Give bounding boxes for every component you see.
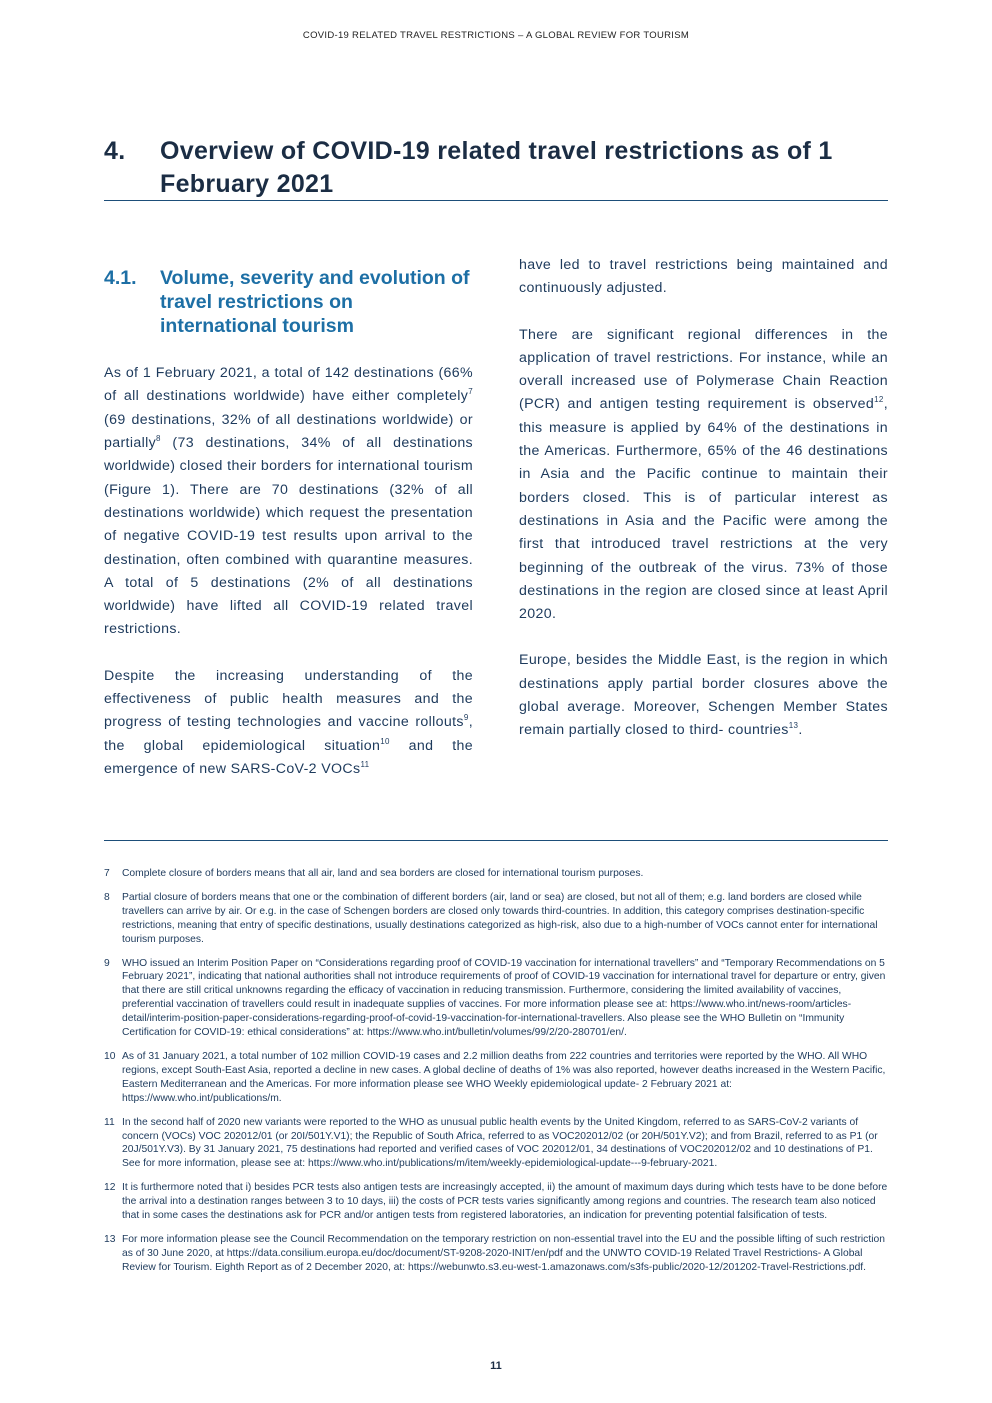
footnote-number: 9	[104, 957, 110, 969]
right-column	[519, 254, 888, 766]
body-paragraph: Europe, besides the Middle East, is the region in which destinations apply partial border closures above the global average. Moreover, Schengen Member States remain partially closed to third- countries$^{13}$.	[519, 652, 888, 739]
body-paragraph: As of 1 February 2021, a total of 142 destinations (66% of all destinations worldwide) have either completely$^7$ (69 destinations, 32% of all destinations worldwide) or partially$^8$ (73 destinations, 34% of all destinations worldwide) closed their borders for international tourism (Figure 1). There are 70 destinations (32% of all destinations worldwide) which request the presentation of negative COVID-19 test results upon arrival to the destination, often combined with quarantine measures. A total of 5 destinations (2% of all destinations worldwide) have lifted all COVID-19 related travel restrictions.	[104, 365, 473, 638]
footnote-number: 10	[104, 1050, 116, 1062]
footnote-divider	[104, 840, 888, 841]
footnote-ref[interactable]: 8	[156, 434, 161, 444]
footnote-number: 13	[104, 1233, 116, 1245]
footnote-text: WHO issued an Interim Position Paper on “Considerations regarding proof of COVID-19 vaccination for international travellers” and “Temporary Recommendations on 5 February 2021”, indicating that national authorities shall not introduce requirements of proof of COVID-19 vaccination for international travel for departure or entry, given that there are still critical unknowns regarding the efficacy of vaccination in reducing transmission. Furthermore, considering the limited availability of vaccines, preferential vaccination of travellers could result in inadequate supplies of vaccines. For more information please see at: https://www.who.int/news-room/articles-detail/interim-position-paper-considerations-regarding-proof-of-covid-19-vaccination-for-international-travellers. Also please see the WHO Bulletin on “Immunity Certification for COVID-19: ethical considerations” at: https://www.who.int/bulletin/volumes/99/2/20-280701/en/.	[122, 957, 886, 1039]
body-paragraph: have led to travel restrictions being maintained and continuously adjusted.	[519, 257, 888, 297]
footnote-ref[interactable]: 11	[360, 759, 370, 769]
footnote-ref[interactable]: 9	[463, 713, 469, 723]
footnote-ref[interactable]: 10	[380, 736, 390, 746]
page-number: 11	[490, 1360, 502, 1372]
footnote-ref[interactable]: 13	[788, 721, 799, 731]
footnote	[104, 1233, 888, 1275]
chapter-number: 4.	[104, 136, 126, 165]
running-header: COVID-19 RELATED TRAVEL RESTRICTIONS – A GLOBAL REVIEW FOR TOURISM	[302, 30, 690, 41]
footnote	[104, 1116, 888, 1172]
footnote-number: 12	[104, 1182, 116, 1194]
body-paragraph: There are significant regional differences in the application of travel restrictions. For instance, while an overall increased use of Polymerase Chain Reaction (PCR) and antigen testing requirement is observed$^{12}$, this measure is applied by 64% of the destinations in the Americas. Furthermore, 65% of the 46 destinations in Asia and the Pacific continue to maintain their borders closed. This is of particular interest as destinations in Asia and the Pacific were among the first that introduced travel restrictions at the very beginning of the outbreak of the virus. 73% of those destinations in the region are closed since at least April 2020.	[519, 326, 888, 623]
footnote-text: For more information please see the Council Recommendation on the temporary restriction on non-essential travel into the EU and the possible lifting of such restriction as of 30 June 2020, at https://data.consilium.europa.eu/doc/document/ST-9208-2020-INIT/en/pdf and the UNWTO COVID-19 Related Travel Restrictions- A Global Review for Tourism. Eighth Report as of 2 December 2020, at: https://webunwto.s3.eu-west-1.amazonaws.com/s3fs-public/2020-12/201202-Travel-Restrictions.pdf.	[122, 1233, 885, 1273]
footnote-text: It is furthermore noted that i) besides PCR tests also antigen tests are increasingly accepted, ii) the amount of maximum days during which tests have to be done before the arrival into a destination ranges between 3 to 10 days, iii) the costs of PCR tests varies significantly among regions and countries. The research team also noticed that in some cases the destinations ask for PCR and/or antigen tests from registered laboratories, an indication for preventing potential falsification of tests.	[122, 1182, 888, 1222]
footnote-text: In the second half of 2020 new variants were reported to the WHO as unusual public health events by the United Kingdom, referred to as SARS-CoV-2 variants of concern (VOCs) VOC 202012/01 (or 20I/501Y.V1); the Republic of South Africa, referred to as VOC202012/02 (or 20H/501Y.V2); and from Brazil, referred to as P1 (or 20J/501Y.V3). By 31 January 2021, 75 destinations had reported and verified cases of VOC 202012/01, 34 destinations of VOC202012/02 and 10 destinations of P1. See for more information, please see at: https://www.who.int/publications/m/item/weekly-epidemiological-update---9-february-2021.	[122, 1116, 878, 1170]
chapter-title-text: Overview of COVID-19 related travel restrictions as of 1 February 2021	[160, 136, 833, 198]
footnote-text: Partial closure of borders means that one or the combination of different borders (air, land or sea) are closed, but not all of them; e.g. land borders are closed while travellers can arrive by air. Or e.g. in the case of Schengen borders are closed only towards third-countries. In addition, this category comprises destination-specific restrictions, meaning that entry of specific destinations, usually destinations categorized as high-risk, also due to a high-number of VOCs cannot enter for international tourism purposes.	[122, 891, 878, 945]
section-title	[104, 266, 473, 338]
body-paragraph: Despite the increasing understanding of the effectiveness of public health measures and the progress of testing technologies and vaccine rollouts$^9$, the global epidemiological situation$^{10}$ and the emergence of new SARS-CoV-2 VOCs$^{11}$	[104, 667, 473, 777]
footnote-ref[interactable]: 7	[468, 387, 473, 397]
chapter-title	[104, 135, 888, 201]
footnotes	[104, 867, 888, 1285]
footnote	[104, 867, 888, 881]
footnote	[104, 891, 888, 947]
chapter-divider	[104, 200, 888, 201]
footnote	[104, 1050, 888, 1106]
footnote-text: As of 31 January 2021, a total number of 102 million COVID-19 cases and 2.2 million deaths from 222 countries and territories were reported by the WHO. All WHO regions, except South-East Asia, reported a decline in new cases. A global decline of deaths of 1% was also reported, however deaths increased in the Western Pacific, Eastern Mediterranean and the Americas. For more information please see WHO Weekly epidemiological update- 2 February 2021 at: https://www.who.int/publications/m.	[122, 1050, 886, 1104]
footnote	[104, 1181, 888, 1223]
footnote-text: Complete closure of borders means that all air, land and sea borders are closed for international tourism purposes.	[122, 868, 644, 879]
footnote-ref[interactable]: 12	[874, 395, 884, 405]
footnote-number: 7	[104, 868, 110, 879]
section-title-text: Volume, severity and evolution of travel restrictions on international tourism	[160, 267, 470, 338]
footnote-number: 11	[104, 1116, 115, 1128]
footnote-number: 8	[104, 891, 110, 903]
section-number: 4.1.	[104, 267, 137, 290]
left-column	[104, 250, 473, 804]
footnote	[104, 957, 888, 1040]
